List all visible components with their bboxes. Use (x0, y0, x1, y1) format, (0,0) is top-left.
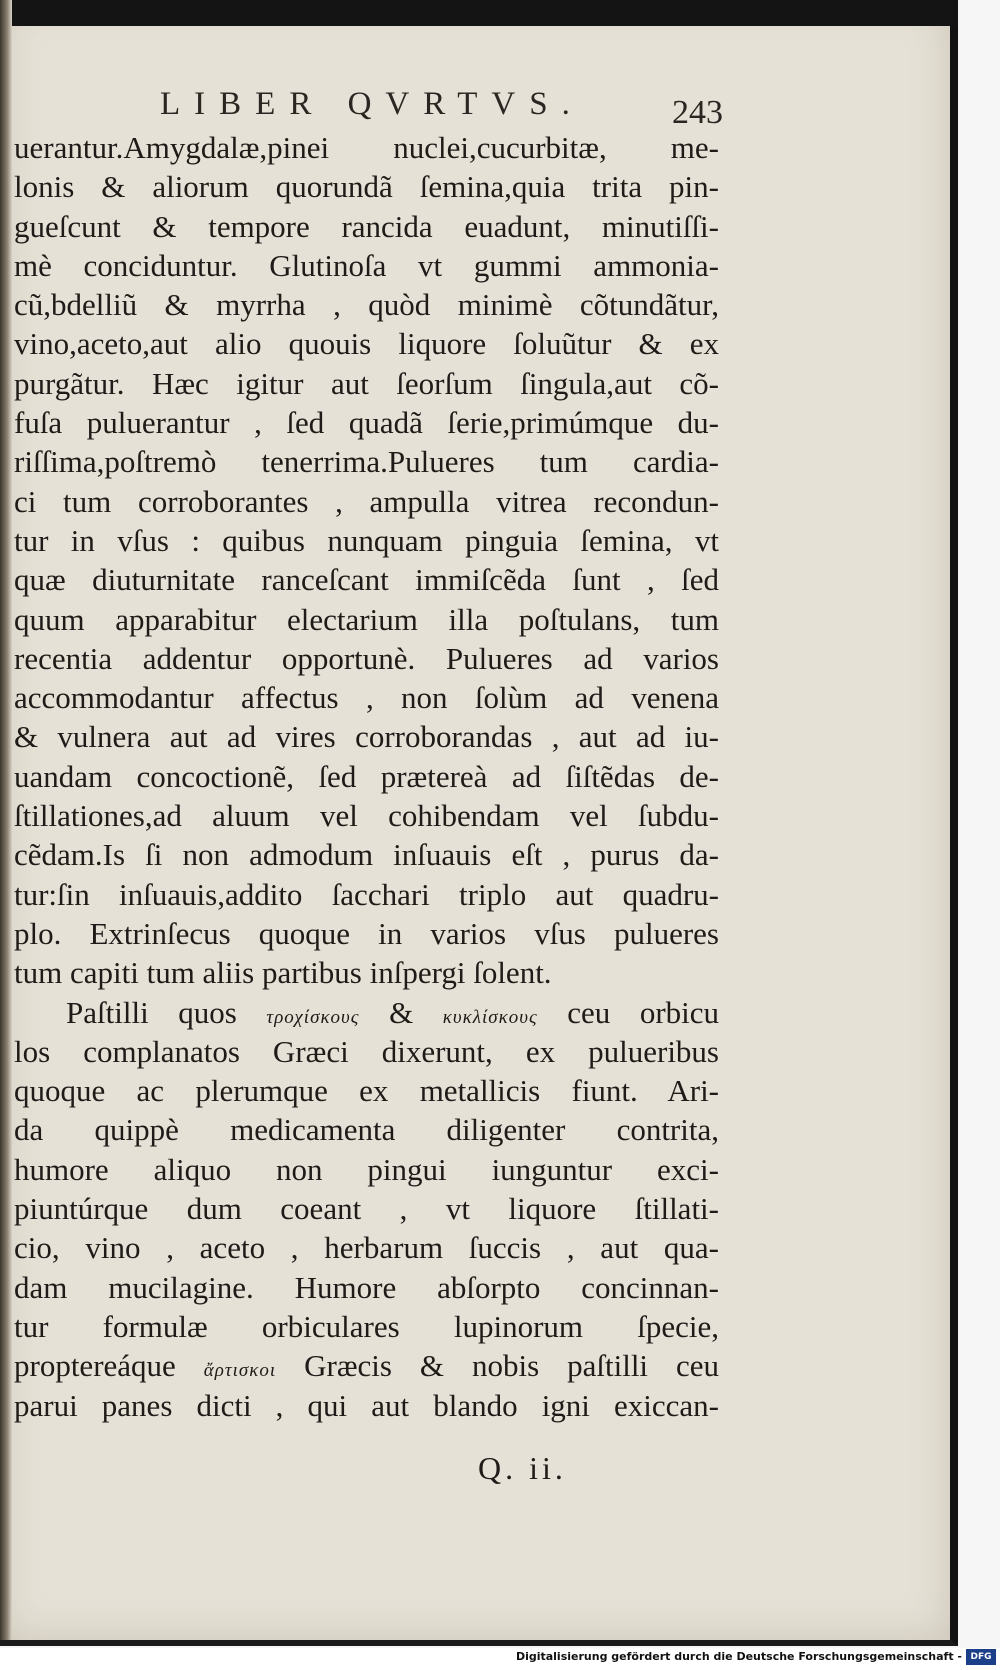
running-head: LIBER QVRTVS. (160, 86, 584, 122)
text-line: piuntúrque dum coeant , vt liquore ſtillati- (14, 1191, 719, 1227)
dfg-logo-icon: DFG (966, 1649, 996, 1665)
text-line: uerantur.Amygdalæ,pinei nuclei,cucurbitæ, me- (14, 130, 719, 165)
text-line: los complanatos Græci dixerunt, ex pulueribus (14, 1033, 719, 1069)
text-line: da quippè medicamenta diligenter contrita, (14, 1112, 719, 1148)
text-block (14, 128, 719, 1425)
text-line: mè conciduntur. Glutinoſa vt gummi ammonia- (14, 247, 719, 283)
paragraph-opening-line (14, 993, 719, 1032)
page-gutter (0, 0, 12, 1640)
page-number: 243 (672, 94, 723, 131)
text-line-with-greek (14, 1346, 719, 1385)
text-line: accommodantur affectus , non ſolùm ad venena (14, 680, 719, 716)
text-segment: Græcis & nobis paſtilli ceu (304, 1348, 720, 1384)
text-line: cũ,bdelliũ & myrrha , quòd minimè cõtundãtur, (14, 287, 719, 323)
greek-word: ἄρτισκοι (203, 1360, 277, 1382)
text-line: humore aliquo non pingui iunguntur exci- (14, 1151, 719, 1187)
text-line: tum capiti tum aliis partibus inſpergi ſolent. (14, 955, 552, 991)
text-line: riſſima,poſtremò tenerrima.Pulueres tum cardia- (14, 444, 719, 480)
greek-word: κυκλίσκους (442, 1006, 538, 1028)
text-segment: Paſtilli quos (66, 994, 237, 1030)
footer-bar (0, 1648, 1000, 1670)
text-segment: & (389, 994, 414, 1030)
text-line: quæ diuturnitate ranceſcant immiſcẽda ſunt , ſed (14, 562, 719, 598)
signature-mark: Q. ii. (478, 1450, 567, 1486)
text-line: tur:ſin inſuauis,addito ſacchari triplo aut quadru- (14, 876, 719, 912)
text-line: cẽdam.Is ſi non admodum inſuauis eſt , purus da- (14, 837, 719, 873)
text-line: fuſa puluerantur , ſed quadã ſerie,primúmque du- (14, 405, 719, 441)
text-line: tur in vſus : quibus nunquam pinguia ſemina, vt (14, 522, 719, 558)
text-line: recentia addentur opportunè. Pulueres ad varios (14, 640, 719, 676)
text-line: uandam concoctionẽ, ſed prætereà ad ſiſtẽdas de- (14, 758, 719, 794)
text-line: lonis & aliorum quorundã ſemina,quia trita pin- (14, 169, 719, 205)
text-line: dam mucilagine. Humore abſorpto concinnan- (14, 1269, 719, 1305)
text-line: quum apparabitur electarium illa poſtulans, tum (14, 601, 719, 637)
text-line: ci tum corroborantes , ampulla vitrea recondun- (14, 483, 719, 519)
text-line: vino,aceto,aut alio quouis liquore ſoluũtur & ex (14, 326, 719, 362)
greek-word: τροχίσκους (266, 1006, 360, 1028)
text-line: parui panes dicti , qui aut blando igni exiccan- (14, 1387, 719, 1423)
text-line: ſtillationes,ad aluum vel cohibendam vel ſubdu- (14, 798, 719, 834)
text-line: cio, vino , aceto , herbarum ſuccis , aut qua- (14, 1230, 719, 1266)
text-segment: proptereáque (14, 1348, 176, 1384)
text-line: gueſcunt & tempore rancida euadunt, minutiſſi- (14, 208, 719, 244)
digitization-credit: Digitalisierung gefördert durch die Deutsche Forschungsgemeinschaft - (515, 1650, 962, 1663)
text-line: quoque ac plerumque ex metallicis fiunt. Ari- (14, 1073, 719, 1109)
page-top-edge (0, 0, 958, 26)
text-line: plo. Extrinſecus quoque in varios vſus pulueres (14, 915, 719, 951)
text-line: & vulnera aut ad vires corroborandas , aut ad iu- (14, 719, 719, 755)
text-line: purgãtur. Hæc igitur aut ſeorſum ſingula,aut cõ- (14, 365, 719, 401)
text-segment: ceu orbicu (567, 994, 720, 1030)
text-line: tur formulæ orbiculares lupinorum ſpecie, (14, 1308, 719, 1344)
